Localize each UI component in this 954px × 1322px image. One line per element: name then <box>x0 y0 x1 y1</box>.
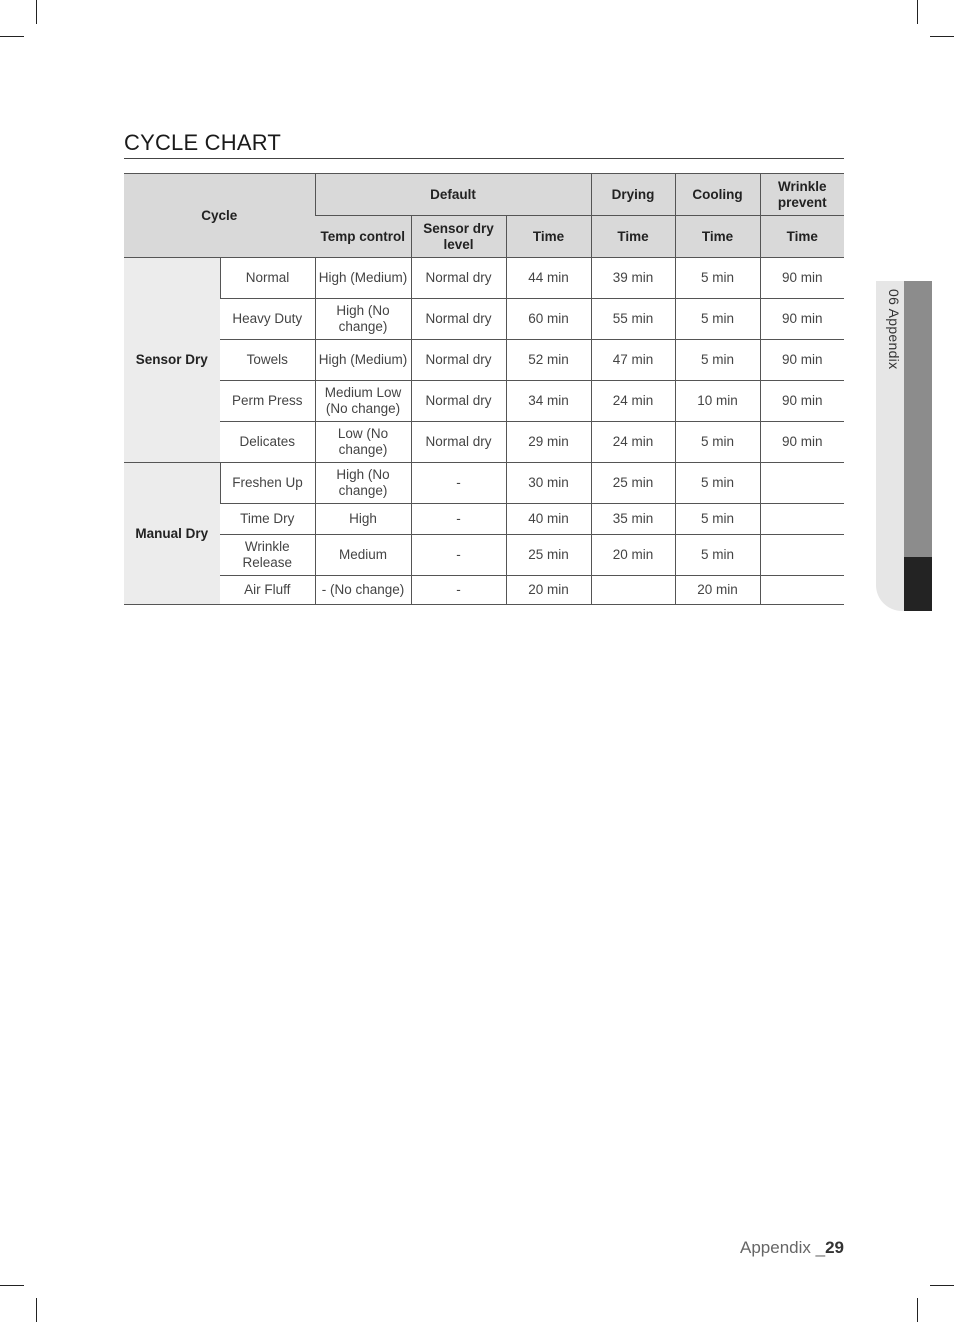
table-row <box>124 340 844 381</box>
dry-level-cell: - <box>411 463 506 504</box>
crop-mark <box>917 1298 918 1322</box>
page-title: CYCLE CHART <box>124 130 844 159</box>
cycle-name: Normal <box>220 258 315 299</box>
wrinkle-time-cell <box>760 463 844 504</box>
cooling-time-cell: 20 min <box>675 576 760 605</box>
cycle-name: Air Fluff <box>220 576 315 605</box>
temp-control-cell: Low (No change) <box>315 422 411 463</box>
wrinkle-time-cell: 90 min <box>760 299 844 340</box>
cycle-name: Heavy Duty <box>220 299 315 340</box>
dry-level-cell: - <box>411 576 506 605</box>
default-time-cell: 52 min <box>506 340 591 381</box>
temp-control-cell: High (Medium) <box>315 340 411 381</box>
default-time-cell: 44 min <box>506 258 591 299</box>
header-drying: Drying <box>591 174 675 216</box>
cooling-time-cell: 5 min <box>675 258 760 299</box>
default-time-cell: 30 min <box>506 463 591 504</box>
side-tab-label: 06 Appendix <box>886 289 902 370</box>
temp-control-cell: High (Medium) <box>315 258 411 299</box>
table-row <box>124 258 844 299</box>
group-label: Sensor Dry <box>124 258 220 463</box>
header-wrinkle-prevent: Wrinkle prevent <box>760 174 844 216</box>
table-row <box>124 299 844 340</box>
drying-time-cell: 35 min <box>591 504 675 535</box>
dry-level-cell: Normal dry <box>411 258 506 299</box>
cooling-time-cell: 5 min <box>675 422 760 463</box>
header-temp-control: Temp control <box>315 216 411 258</box>
temp-control-cell: High (No change) <box>315 299 411 340</box>
group-label: Manual Dry <box>124 463 220 605</box>
header-time: Time <box>591 216 675 258</box>
page-number: 29 <box>825 1238 844 1257</box>
crop-mark <box>0 1285 24 1286</box>
crop-mark <box>36 0 37 24</box>
temp-control-cell: Medium Low (No change) <box>315 381 411 422</box>
header-time: Time <box>675 216 760 258</box>
wrinkle-time-cell <box>760 576 844 605</box>
temp-control-cell: - (No change) <box>315 576 411 605</box>
page-footer <box>740 1238 844 1258</box>
dry-level-cell: Normal dry <box>411 381 506 422</box>
header-default: Default <box>315 174 591 216</box>
cooling-time-cell: 5 min <box>675 504 760 535</box>
crop-mark <box>0 36 24 37</box>
header-sensor-dry-level: Sensor dry level <box>411 216 506 258</box>
temp-control-cell: High (No change) <box>315 463 411 504</box>
default-time-cell: 29 min <box>506 422 591 463</box>
drying-time-cell: 39 min <box>591 258 675 299</box>
cooling-time-cell: 5 min <box>675 535 760 576</box>
temp-control-cell: High <box>315 504 411 535</box>
header-cooling: Cooling <box>675 174 760 216</box>
dry-level-cell: Normal dry <box>411 299 506 340</box>
drying-time-cell: 24 min <box>591 422 675 463</box>
default-time-cell: 20 min <box>506 576 591 605</box>
dry-level-cell: Normal dry <box>411 422 506 463</box>
header-time: Time <box>506 216 591 258</box>
crop-mark <box>917 0 918 24</box>
table-row <box>124 422 844 463</box>
default-time-cell: 34 min <box>506 381 591 422</box>
temp-control-cell: Medium <box>315 535 411 576</box>
cycle-chart-table <box>124 173 844 605</box>
drying-time-cell: 24 min <box>591 381 675 422</box>
footer-section: Appendix _ <box>740 1238 826 1257</box>
dry-level-cell: - <box>411 504 506 535</box>
wrinkle-time-cell: 90 min <box>760 258 844 299</box>
default-time-cell: 60 min <box>506 299 591 340</box>
header-time: Time <box>760 216 844 258</box>
drying-time-cell <box>591 576 675 605</box>
drying-time-cell: 55 min <box>591 299 675 340</box>
cycle-name: Delicates <box>220 422 315 463</box>
cycle-name: Wrinkle Release <box>220 535 315 576</box>
table-row <box>124 576 844 605</box>
wrinkle-time-cell <box>760 535 844 576</box>
crop-mark <box>930 36 954 37</box>
table-row <box>124 535 844 576</box>
cycle-name: Towels <box>220 340 315 381</box>
section-side-tab <box>876 281 932 611</box>
drying-time-cell: 47 min <box>591 340 675 381</box>
cooling-time-cell: 10 min <box>675 381 760 422</box>
wrinkle-time-cell <box>760 504 844 535</box>
wrinkle-time-cell: 90 min <box>760 422 844 463</box>
dry-level-cell: - <box>411 535 506 576</box>
default-time-cell: 25 min <box>506 535 591 576</box>
cooling-time-cell: 5 min <box>675 299 760 340</box>
cooling-time-cell: 5 min <box>675 340 760 381</box>
dry-level-cell: Normal dry <box>411 340 506 381</box>
table-row <box>124 463 844 504</box>
drying-time-cell: 25 min <box>591 463 675 504</box>
table-row <box>124 381 844 422</box>
cycle-name: Time Dry <box>220 504 315 535</box>
crop-mark <box>36 1298 37 1322</box>
crop-mark <box>930 1285 954 1286</box>
side-tab-bar <box>904 281 932 557</box>
wrinkle-time-cell: 90 min <box>760 381 844 422</box>
drying-time-cell: 20 min <box>591 535 675 576</box>
table-row <box>124 504 844 535</box>
default-time-cell: 40 min <box>506 504 591 535</box>
wrinkle-time-cell: 90 min <box>760 340 844 381</box>
header-cycle: Cycle <box>124 174 315 258</box>
cycle-name: Freshen Up <box>220 463 315 504</box>
cycle-name: Perm Press <box>220 381 315 422</box>
cooling-time-cell: 5 min <box>675 463 760 504</box>
side-tab-marker <box>904 557 932 611</box>
